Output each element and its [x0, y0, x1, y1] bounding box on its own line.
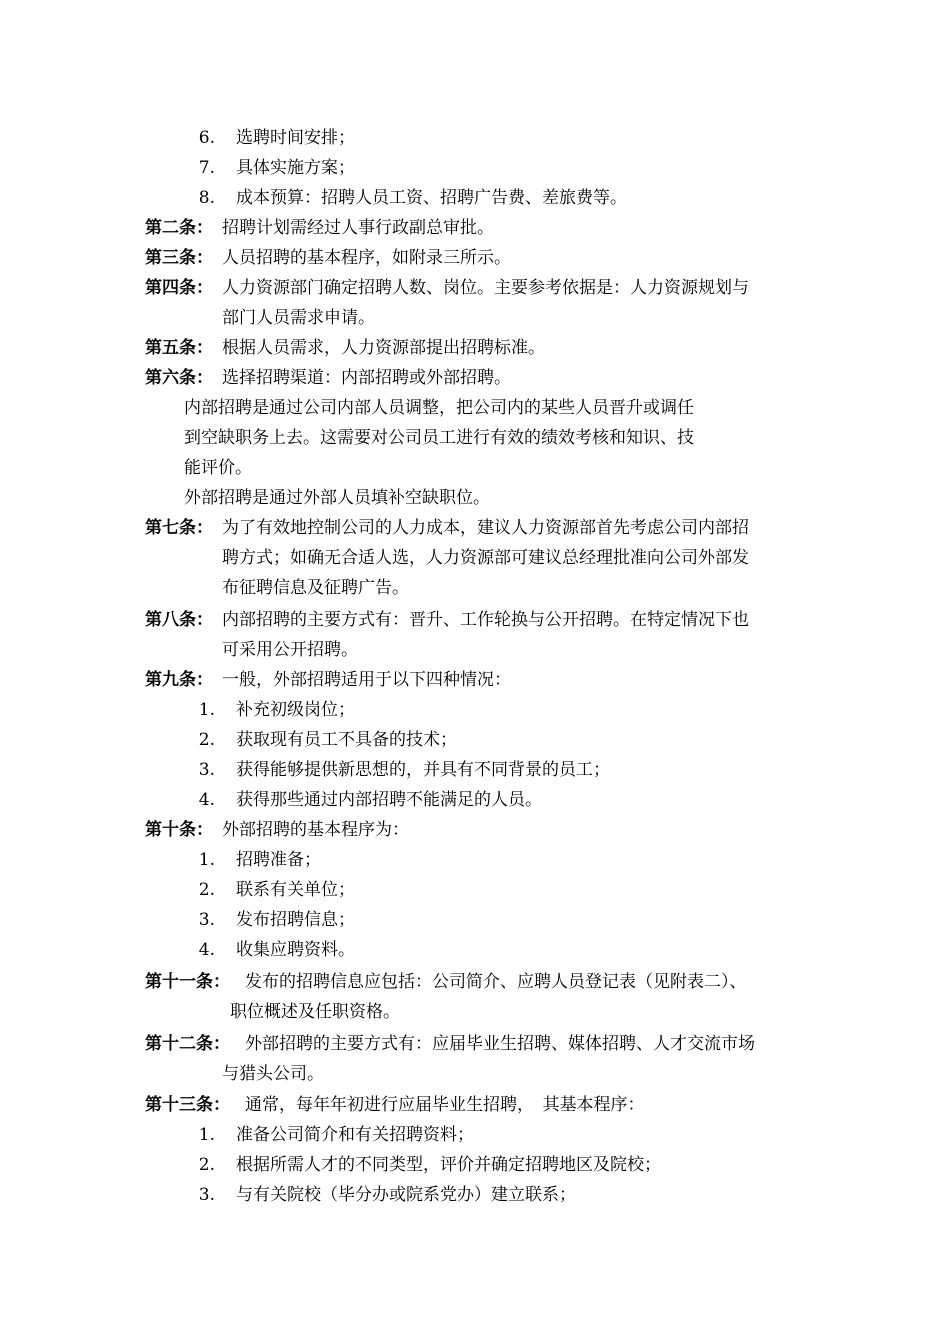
article-7-text: 为了有效地控制公司的人力成本，建议人力资源部首先考虑公司内部招 — [222, 518, 749, 538]
article-8-text-cont: 可采用公开招聘。 — [222, 640, 358, 660]
list-number: 2. — [198, 730, 215, 750]
list-number: 2. — [198, 880, 215, 900]
article-2-heading: 第二条： — [145, 218, 213, 238]
list-item: 获取现有员工不具备的技术； — [236, 730, 457, 750]
list-number: 4. — [198, 940, 215, 960]
article-12-text-cont: 与猎头公司。 — [222, 1064, 324, 1084]
list-item: 联系有关单位； — [236, 880, 355, 900]
article-7-text-cont: 聘方式；如确无合适人选，人力资源部可建议总经理批准向公司外部发 — [222, 548, 749, 568]
article-10-heading: 第十条： — [145, 820, 213, 840]
list-item: 收集应聘资料。 — [236, 940, 355, 960]
article-12-text: 外部招聘的主要方式有：应届毕业生招聘、媒体招聘、人才交流市场 — [245, 1034, 755, 1054]
article-13-heading: 第十三条： — [145, 1095, 230, 1115]
article-6-paragraph: 能评价。 — [184, 458, 252, 478]
list-item: 准备公司简介和有关招聘资料； — [236, 1125, 474, 1145]
list-item: 发布招聘信息； — [236, 910, 355, 930]
list-number: 1. — [198, 700, 215, 720]
article-6-paragraph: 内部招聘是通过公司内部人员调整，把公司内的某些人员晋升或调任 — [184, 398, 694, 418]
article-10-text: 外部招聘的基本程序为： — [222, 820, 409, 840]
list-number: 6. — [198, 128, 215, 148]
list-number: 4. — [198, 790, 215, 810]
article-6-paragraph: 外部招聘是通过外部人员填补空缺职位。 — [184, 488, 490, 508]
list-number: 1. — [198, 1125, 215, 1145]
article-6-paragraph: 到空缺职务上去。这需要对公司员工进行有效的绩效考核和知识、技 — [184, 428, 694, 448]
list-number: 3. — [198, 760, 215, 780]
list-item: 成本预算：招聘人员工资、招聘广告费、差旅费等。 — [236, 188, 627, 208]
list-number: 2. — [198, 1155, 215, 1175]
article-8-heading: 第八条： — [145, 610, 213, 630]
list-number: 7. — [198, 158, 215, 178]
list-item: 具体实施方案； — [236, 158, 355, 178]
article-11-heading: 第十一条： — [145, 972, 230, 992]
article-12-heading: 第十二条： — [145, 1034, 230, 1054]
article-9-heading: 第九条： — [145, 670, 213, 690]
list-item: 选聘时间安排； — [236, 128, 355, 148]
article-7-text-cont: 布征聘信息及征聘广告。 — [222, 578, 409, 598]
article-3-heading: 第三条： — [145, 248, 213, 268]
list-item: 与有关院校（毕分办或院系党办）建立联系； — [236, 1185, 576, 1205]
list-item: 根据所需人才的不同类型，评价并确定招聘地区及院校； — [236, 1155, 661, 1175]
article-4-heading: 第四条： — [145, 278, 213, 298]
article-3-text: 人员招聘的基本程序，如附录三所示。 — [222, 248, 511, 268]
list-item: 获得能够提供新思想的，并具有不同背景的员工； — [236, 760, 610, 780]
list-item: 获得那些通过内部招聘不能满足的人员。 — [236, 790, 542, 810]
article-4-text: 人力资源部门确定招聘人数、岗位。主要参考依据是：人力资源规划与 — [222, 278, 749, 298]
list-number: 8. — [198, 188, 215, 208]
article-13-text: 通常，每年年初进行应届毕业生招聘， 其基本程序： — [245, 1095, 645, 1115]
list-item: 招聘准备； — [236, 850, 321, 870]
article-2-text: 招聘计划需经过人事行政副总审批。 — [222, 218, 494, 238]
article-7-heading: 第七条： — [145, 518, 213, 538]
article-8-text: 内部招聘的主要方式有：晋升、工作轮换与公开招聘。在特定情况下也 — [222, 610, 749, 630]
list-number: 3. — [198, 910, 215, 930]
list-number: 3. — [198, 1185, 215, 1205]
article-6-heading: 第六条： — [145, 368, 213, 388]
article-5-text: 根据人员需求，人力资源部提出招聘标准。 — [222, 338, 545, 358]
article-11-text: 发布的招聘信息应包括：公司简介、应聘人员登记表（见附表二）、 — [245, 972, 747, 992]
article-6-text: 选择招聘渠道：内部招聘或外部招聘。 — [222, 368, 511, 388]
list-item: 补充初级岗位； — [236, 700, 355, 720]
list-number: 1. — [198, 850, 215, 870]
article-4-text-cont: 部门人员需求申请。 — [222, 308, 375, 328]
article-5-heading: 第五条： — [145, 338, 213, 358]
article-9-text: 一般，外部招聘适用于以下四种情况： — [222, 670, 511, 690]
article-11-text-cont: 职位概述及任职资格。 — [230, 1002, 400, 1022]
